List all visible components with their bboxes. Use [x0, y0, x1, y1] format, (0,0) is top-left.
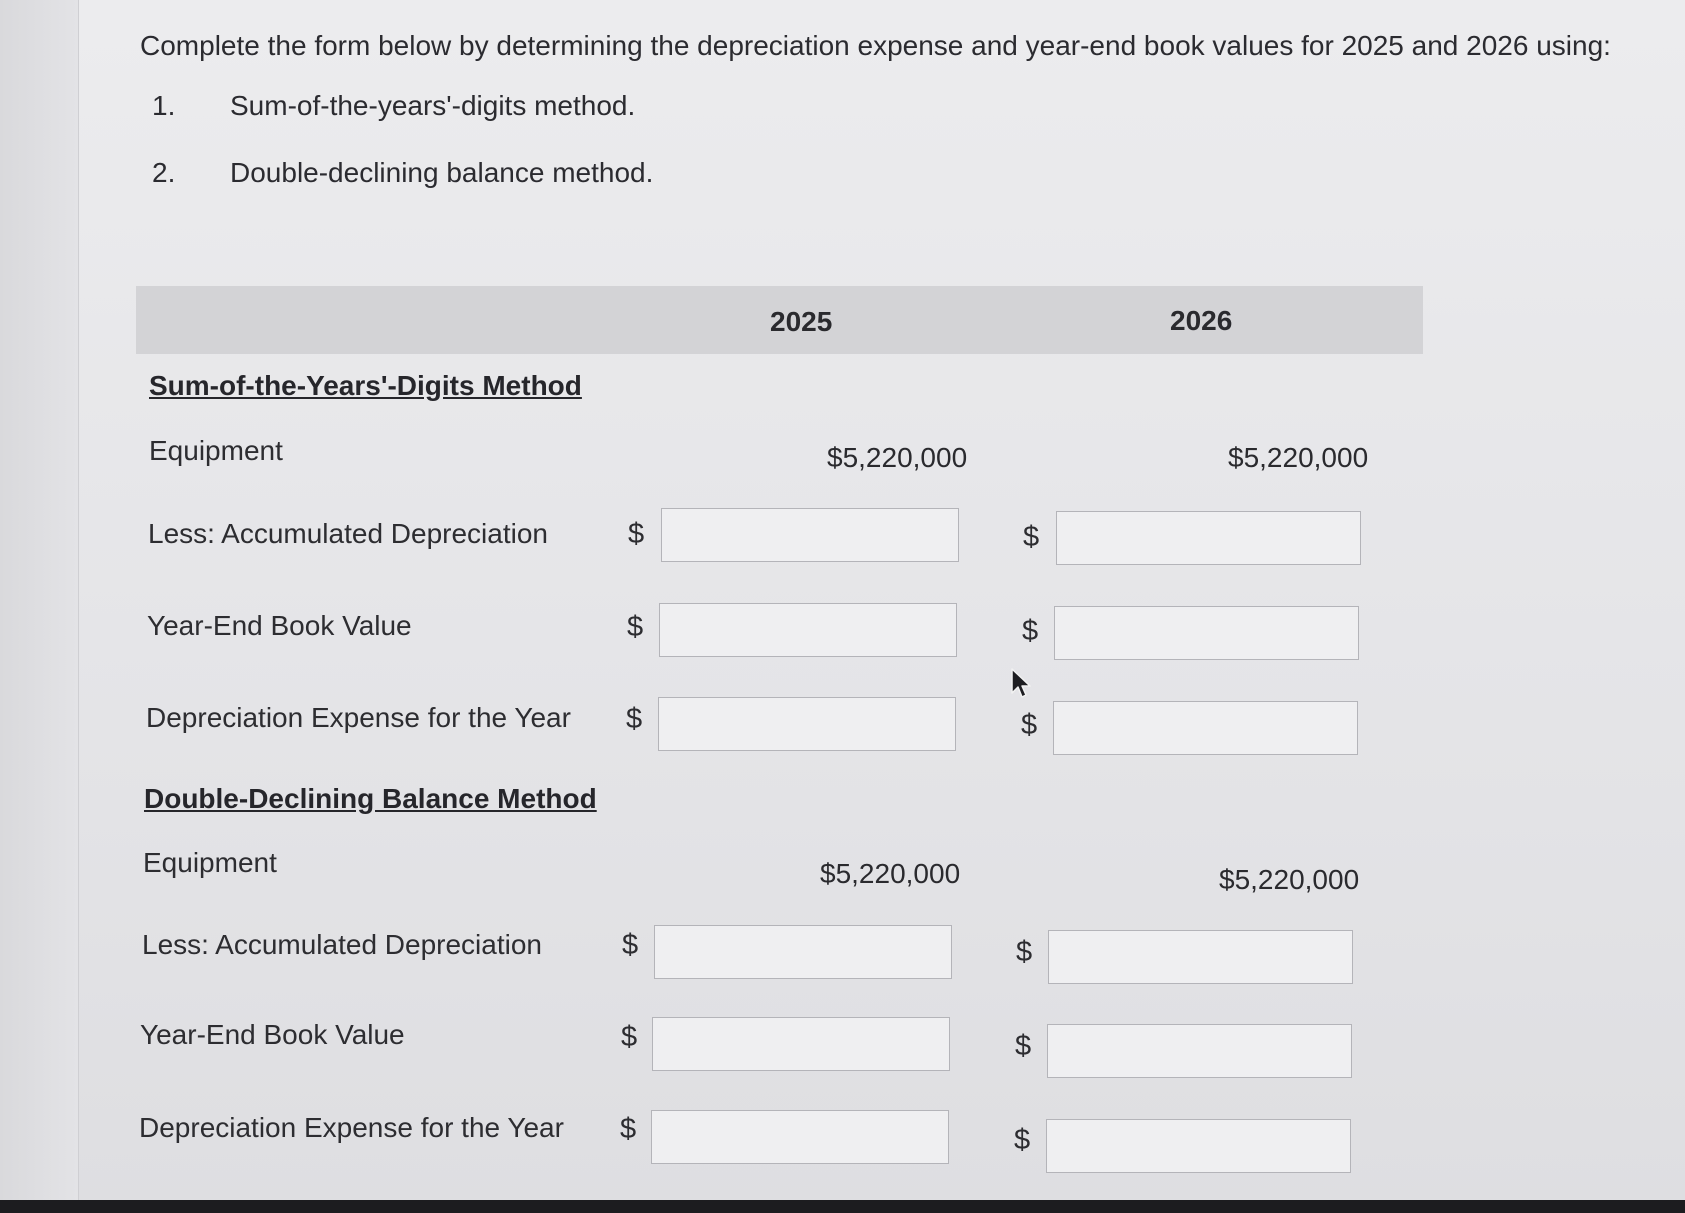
instruction-item-2-text: Double-declining balance method.	[230, 157, 654, 188]
instruction-item-1-text: Sum-of-the-years'-digits method.	[230, 90, 636, 121]
ddb-book-value-label: Year-End Book Value	[140, 1019, 405, 1050]
syd-dep-expense-2026-input[interactable]	[1053, 701, 1358, 755]
syd-dep-expense-2026-dollar: $	[1021, 709, 1038, 741]
syd-book-value-label: Year-End Book Value	[147, 610, 412, 641]
ddb-accum-dep-2025-dollar: $	[622, 929, 639, 961]
syd-equipment-2025: $5,220,000	[827, 442, 968, 473]
ddb-accum-dep-2025-input[interactable]	[654, 925, 952, 979]
column-header-2026: 2026	[1170, 305, 1233, 336]
instruction-item-2-number: 2.	[152, 157, 176, 188]
syd-accum-dep-2025-input[interactable]	[661, 508, 959, 562]
ddb-accum-dep-2026-dollar: $	[1016, 936, 1033, 968]
ddb-book-value-2025-input[interactable]	[652, 1017, 950, 1071]
syd-accum-dep-2026-input[interactable]	[1056, 511, 1361, 565]
ddb-equipment-2026: $5,220,000	[1219, 864, 1360, 895]
ddb-equipment-2025: $5,220,000	[820, 858, 961, 889]
ddb-book-value-2026-dollar: $	[1015, 1030, 1032, 1062]
syd-equipment-label: Equipment	[149, 435, 283, 466]
ddb-dep-expense-label: Depreciation Expense for the Year	[139, 1112, 564, 1143]
ddb-dep-expense-2026-input[interactable]	[1046, 1119, 1351, 1173]
ddb-accum-dep-2026-input[interactable]	[1048, 930, 1353, 984]
instructions-intro: Complete the form below by determining the depreciation expense and year-end book values for 2025 and 2026 using:	[140, 30, 1611, 61]
syd-equipment-2026: $5,220,000	[1228, 442, 1369, 473]
section-title-syd: Sum-of-the-Years'-Digits Method	[149, 370, 582, 401]
syd-book-value-2026-input[interactable]	[1054, 606, 1359, 660]
ddb-book-value-2025-dollar: $	[621, 1021, 638, 1053]
ddb-accum-dep-label: Less: Accumulated Depreciation	[142, 929, 542, 960]
instruction-item-2	[152, 157, 653, 189]
syd-accum-dep-2026-dollar: $	[1023, 521, 1040, 553]
syd-dep-expense-label: Depreciation Expense for the Year	[146, 702, 571, 733]
instruction-item-1	[152, 90, 635, 122]
syd-accum-dep-label: Less: Accumulated Depreciation	[148, 518, 548, 549]
syd-accum-dep-2025-dollar: $	[628, 518, 645, 550]
ddb-book-value-2026-input[interactable]	[1047, 1024, 1352, 1078]
syd-dep-expense-2025-input[interactable]	[658, 697, 956, 751]
instruction-item-1-number: 1.	[152, 90, 176, 121]
syd-book-value-2025-dollar: $	[627, 611, 644, 643]
ddb-dep-expense-2025-input[interactable]	[651, 1110, 949, 1164]
mouse-pointer-icon	[1010, 668, 1032, 700]
column-header-2025: 2025	[770, 306, 833, 337]
ddb-equipment-label: Equipment	[143, 847, 277, 878]
section-title-ddb: Double-Declining Balance Method	[144, 783, 597, 814]
syd-book-value-2026-dollar: $	[1022, 615, 1039, 647]
screen-bottom-edge	[0, 1200, 1685, 1213]
ddb-dep-expense-2025-dollar: $	[620, 1113, 637, 1145]
syd-dep-expense-2025-dollar: $	[626, 703, 643, 735]
left-margin-strip	[0, 0, 79, 1213]
ddb-dep-expense-2026-dollar: $	[1014, 1124, 1031, 1156]
syd-book-value-2025-input[interactable]	[659, 603, 957, 657]
